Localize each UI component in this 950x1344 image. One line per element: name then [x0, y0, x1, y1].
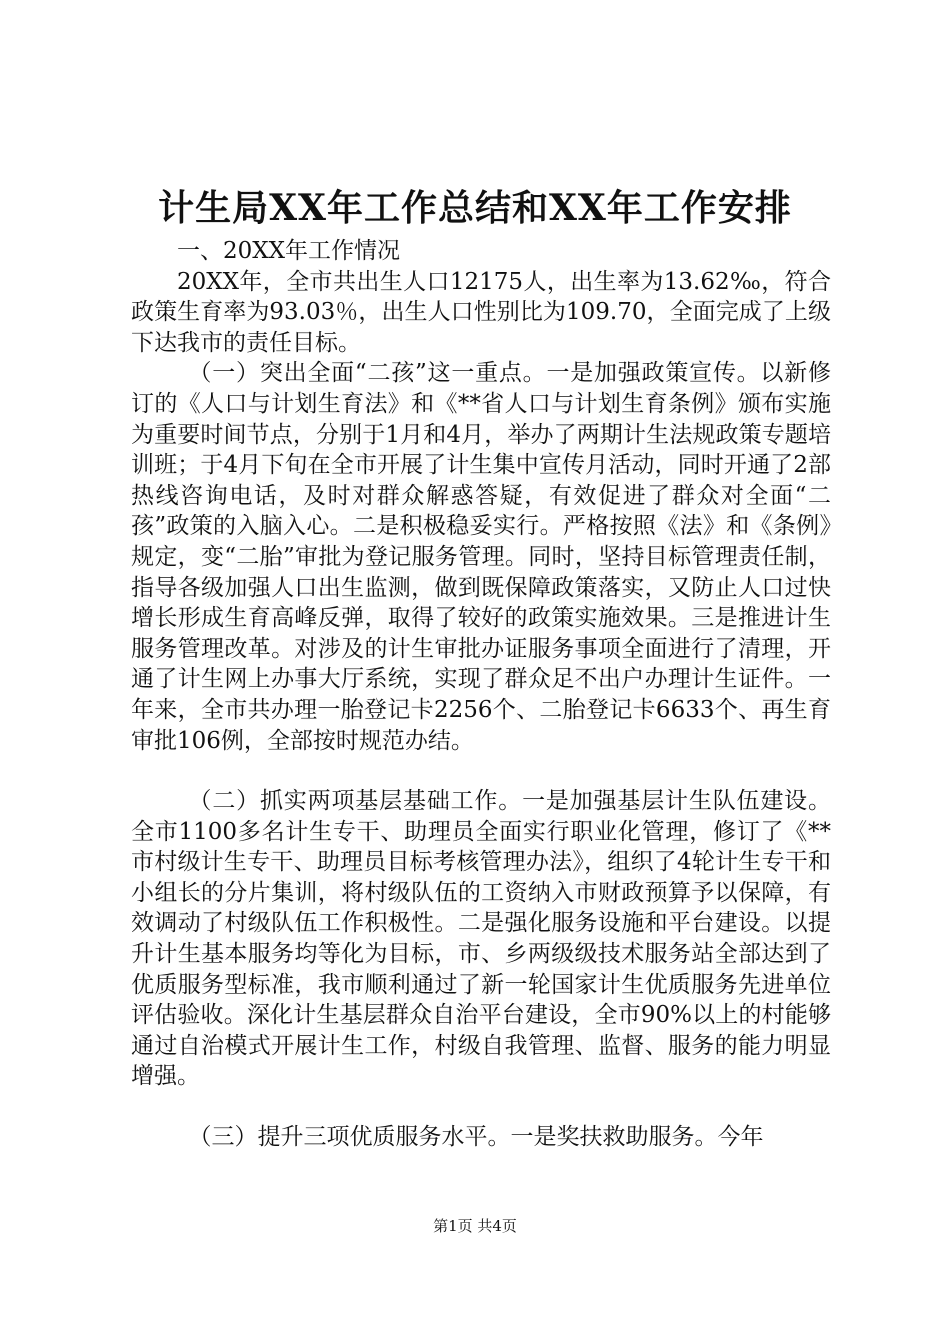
- document-body: [131, 236, 831, 1153]
- document-title: 计生局XX年工作总结和XX年工作安排: [158, 187, 792, 229]
- paragraph-part-3: （三）提升三项优质服务水平。一是奖扶救助服务。今年: [188, 1124, 764, 1151]
- section-heading: 一、20XX年工作情况: [177, 238, 401, 264]
- paragraph-part-2: （二）抓实两项基层基础工作。一是加强基层计生队伍建设。全市1100多名计生专干、助理员全面实行职业化管理，修订了《**市村级计生专干、助理员目标考核管理办法》，组织了4轮计生专干和小组长的分片集训，将村级队伍的工资纳入市财政预算予以保障，有效调动了村级队伍工作积极性。二是强化服务设施和平台建设。以提升计生基本服务均等化为目标，市、乡两级级技术服务站全部达到了优质服务型标准，我市顺利通过了新一轮国家计生优质服务先进单位评估验收。深化计生基层群众自治平台建设，全市90%以上的村能够通过自治模式开展计生工作，村级自我管理、监督、服务的能力明显增强。: [131, 788, 831, 1090]
- paragraph-part-1: （一）突出全面“二孩”这一重点。一是加强政策宣传。以新修订的《人口与计划生育法》和《**省人口与计划生育条例》颁布实施为重要时间节点，分别于1月和4月，举办了两期计生法规政策专题培训班；于4月下旬在全市开展了计生集中宣传月活动，同时开通了2部热线咨询电话，及时对群众解惑答疑，有效促进了群众对全面“二孩”政策的入脑入心。二是积极稳妥实行。严格按照《法》和《条例》规定，变“二胎”审批为登记服务管理。同时，坚持目标管理责任制，指导各级加强人口出生监测，做到既保障政策落实，又防止人口过快增长形成生育高峰反弹，取得了较好的政策实施效果。三是推进计生服务管理改革。对涉及的计生审批办证服务事项全面进行了清理，开通了计生网上办事大厅系统，实现了群众足不出户办理计生证件。一年来，全市共办理一胎登记卡2256个、二胎登记卡6633个、再生育审批106例，全部按时规范办结。: [131, 360, 831, 754]
- paragraph-spacer: [131, 756, 831, 786]
- page-footer: 第1页 共4页: [433, 1217, 517, 1235]
- paragraph-intro: 20XX年，全市共出生人口12175人，出生率为13.62‰，符合政策生育率为93.03％，出生人口性别比为109.70，全面完成了上级下达我市的责任目标。: [131, 268, 831, 356]
- paragraph-spacer: [131, 1092, 831, 1122]
